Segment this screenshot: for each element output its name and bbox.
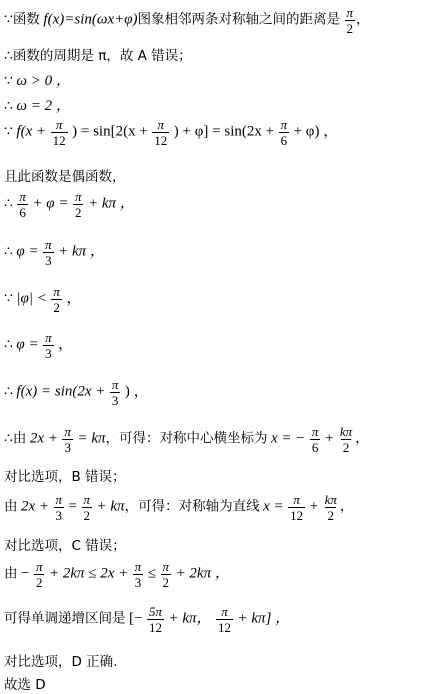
line-8 xyxy=(4,238,105,267)
because-symbol: ∵ xyxy=(4,123,13,140)
fraction xyxy=(323,493,339,522)
denominator: 3 xyxy=(111,393,119,408)
formula-part: φ = xyxy=(16,336,39,353)
fraction xyxy=(161,560,172,589)
formula-part: ) + φ] = sin(2x + xyxy=(173,123,275,140)
text: 由 xyxy=(4,565,18,582)
denominator: 6 xyxy=(311,440,319,455)
line-12 xyxy=(4,425,369,454)
numerator: π xyxy=(293,492,300,507)
line-6 xyxy=(4,165,126,186)
formula-part: [− xyxy=(129,610,143,627)
therefore-symbol: ∴ xyxy=(4,243,13,260)
fraction xyxy=(133,560,144,589)
line-4 xyxy=(4,94,71,115)
text: 对比选项，D 正确. xyxy=(4,654,118,670)
text: ，可得：对称中心横坐标为 xyxy=(105,430,268,447)
fraction xyxy=(43,238,54,267)
numerator: π xyxy=(19,189,26,204)
denominator: 3 xyxy=(134,575,142,590)
formula-part: + φ = xyxy=(32,195,69,212)
fraction xyxy=(43,331,54,360)
denominator: 2 xyxy=(342,440,350,455)
line-2 xyxy=(4,44,192,65)
because-symbol: ∵ xyxy=(4,290,13,307)
denominator: 3 xyxy=(64,440,71,455)
formula: ω > 0 ， xyxy=(16,73,71,89)
denominator: 12 xyxy=(52,133,66,148)
fraction xyxy=(110,378,121,407)
formula-part: f(x + xyxy=(16,123,47,140)
denominator: 2 xyxy=(162,575,170,590)
fraction xyxy=(82,493,93,522)
formula-part: + kπ， xyxy=(168,610,212,627)
numerator: π xyxy=(221,604,228,619)
text: ，可得：对称轴为直线 xyxy=(124,498,260,515)
line-19 xyxy=(4,673,46,694)
fraction xyxy=(51,118,68,147)
numerator: π xyxy=(74,189,82,204)
denominator: 12 xyxy=(154,133,168,148)
text: 对比选项，B 错误； xyxy=(4,469,126,485)
fraction xyxy=(34,560,45,589)
numerator: π xyxy=(45,237,52,252)
line-11 xyxy=(4,378,149,407)
text: 函数的周期是 π，故 A 错误； xyxy=(12,48,192,64)
formula-part: 2x + xyxy=(29,430,58,447)
line-18 xyxy=(4,650,117,671)
denominator: 2 xyxy=(327,508,334,523)
formula-part: + kπ] ， xyxy=(237,610,291,627)
punct: ， xyxy=(355,430,369,447)
punct: ， xyxy=(339,498,354,515)
denominator: 2 xyxy=(74,205,82,220)
numerator: π xyxy=(55,117,63,132)
line-14 xyxy=(4,493,353,522)
formula-part: ， xyxy=(66,290,82,307)
line-17 xyxy=(4,605,290,634)
numerator: π xyxy=(83,492,91,507)
text: 且此函数是偶函数， xyxy=(4,169,126,185)
numerator: π xyxy=(35,559,43,574)
denominator: 6 xyxy=(19,205,26,220)
denominator: 6 xyxy=(280,133,288,148)
formula-part: + xyxy=(309,498,319,515)
fraction xyxy=(345,6,356,35)
line-1 xyxy=(4,6,370,35)
text: 图象相邻两条对称轴之间的距离是 xyxy=(137,11,341,28)
formula-part: + xyxy=(324,430,334,447)
numerator: π xyxy=(111,377,119,392)
formula-part: + φ) ， xyxy=(293,123,339,140)
line-13 xyxy=(4,465,126,486)
line-3 xyxy=(4,69,71,90)
text: 故选 D xyxy=(4,677,46,693)
denominator: 2 xyxy=(346,21,354,36)
fraction xyxy=(73,190,84,219)
formula-part: = xyxy=(68,498,78,515)
because-symbol: ∵ xyxy=(4,73,13,89)
formula-part: 2x + xyxy=(21,498,50,515)
text: 由 xyxy=(4,498,18,515)
formula-part: + kπ ， xyxy=(58,243,105,260)
numerator: π xyxy=(311,424,319,439)
therefore-symbol: ∴ xyxy=(4,48,13,64)
fraction xyxy=(216,605,233,634)
therefore-symbol: ∴ xyxy=(4,336,13,353)
formula-part: = kπ xyxy=(77,430,106,447)
therefore-symbol: ∴ xyxy=(4,98,13,114)
fraction xyxy=(310,425,321,454)
denominator: 12 xyxy=(290,508,304,523)
fraction xyxy=(152,118,169,147)
because-symbol: ∵ xyxy=(4,11,13,28)
text: 对比选项，C 错误； xyxy=(4,538,126,554)
fraction xyxy=(279,118,290,147)
fraction xyxy=(288,493,305,522)
formula: ω = 2 ， xyxy=(16,98,71,114)
formula-part: ， xyxy=(58,336,74,353)
text: 函数 xyxy=(12,11,40,28)
numerator: kπ xyxy=(339,424,353,439)
denominator: 12 xyxy=(218,620,232,635)
denominator: 2 xyxy=(35,575,43,590)
line-15 xyxy=(4,534,126,555)
formula: f(x)=sin(ωx+φ) xyxy=(43,11,138,28)
fraction xyxy=(54,493,65,522)
fraction xyxy=(147,605,164,634)
line-9 xyxy=(4,285,81,314)
formula-part: + kπ ， xyxy=(88,195,135,212)
denominator: 3 xyxy=(45,253,52,268)
formula-part: φ = xyxy=(16,243,39,260)
therefore-symbol: ∴ xyxy=(4,383,13,400)
fraction xyxy=(62,425,73,454)
line-7 xyxy=(4,190,135,219)
numerator: π xyxy=(134,559,142,574)
denominator: 2 xyxy=(53,300,60,315)
denominator: 3 xyxy=(55,508,63,523)
punct: ， xyxy=(356,11,370,28)
numerator: π xyxy=(53,284,60,299)
formula-part: x = − xyxy=(271,430,306,447)
formula-part: + 2kπ ， xyxy=(175,565,230,582)
denominator: 12 xyxy=(148,620,162,635)
formula-part: x = xyxy=(263,498,284,515)
numerator: π xyxy=(55,492,63,507)
therefore-symbol: ∴ xyxy=(4,195,13,212)
fraction xyxy=(51,285,62,314)
fraction xyxy=(17,190,28,219)
formula-part: + 2kπ ≤ 2x + xyxy=(48,565,129,582)
numerator: π xyxy=(280,117,288,132)
text: 可得单调递增区间是 xyxy=(4,610,126,627)
denominator: 3 xyxy=(45,346,52,361)
formula-part: − xyxy=(21,565,30,582)
line-5 xyxy=(4,118,338,147)
numerator: π xyxy=(45,330,52,345)
formula-part: f(x) = sin(2x + xyxy=(16,383,106,400)
formula-part: ≤ xyxy=(147,565,157,582)
numerator: π xyxy=(64,424,71,439)
denominator: 2 xyxy=(83,508,91,523)
formula-part: ) ， xyxy=(124,383,149,400)
numerator: π xyxy=(346,5,354,20)
text: 由 xyxy=(12,430,27,447)
line-16 xyxy=(4,560,230,589)
numerator: π xyxy=(162,559,170,574)
formula-part: ) = sin[2(x + xyxy=(72,123,148,140)
therefore-symbol: ∴ xyxy=(4,430,13,447)
numerator: π xyxy=(157,117,165,132)
line-10 xyxy=(4,331,73,360)
formula-part: |φ| < xyxy=(16,290,47,307)
fraction xyxy=(338,425,354,454)
formula-part: + kπ xyxy=(96,498,125,515)
numerator: 5π xyxy=(148,604,162,619)
numerator: kπ xyxy=(324,492,337,507)
